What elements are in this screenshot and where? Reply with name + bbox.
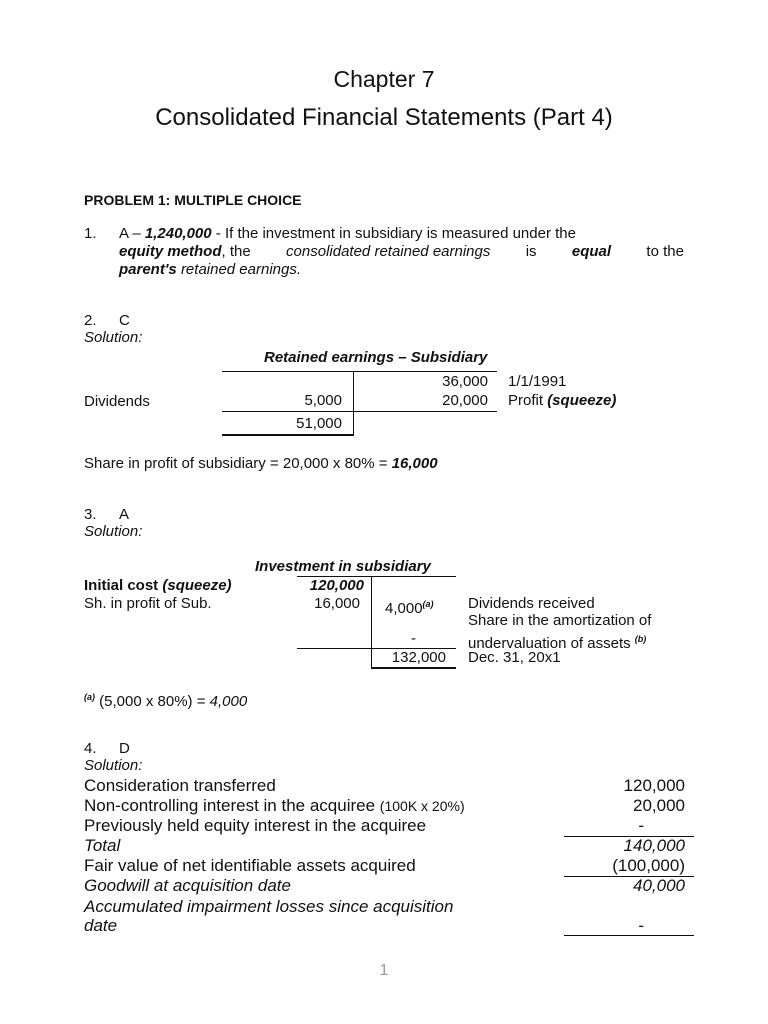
q3-footnote-result: 4,000 xyxy=(209,693,248,710)
q1-retained-earnings: retained earnings. xyxy=(180,261,302,278)
q4-row-7-label-cont: date xyxy=(84,916,118,935)
q2-credit-1: 36,000 xyxy=(442,373,488,390)
q3-number: 3. xyxy=(84,506,97,523)
q4-row-3-value: - xyxy=(638,816,644,835)
q3-credit-1-label: Dividends received xyxy=(468,595,595,612)
q4-row-7-label: Accumulated impairment losses since acquisition xyxy=(84,897,454,916)
q4-row-5-value: (100,000) xyxy=(612,856,685,875)
q4-row-4-label: Total xyxy=(84,836,121,855)
q3-t-account-title: Investment in subsidiary xyxy=(255,558,431,575)
q4-row-6-value: 40,000 xyxy=(633,876,685,895)
q4-answer: D xyxy=(119,740,130,757)
q3-solution-label: Solution: xyxy=(84,523,143,540)
q2-credit-2: 20,000 xyxy=(442,392,488,409)
q4-bottom-line xyxy=(564,935,694,936)
q2-debit-value: 5,000 xyxy=(304,392,342,409)
q1-comma-the: , the xyxy=(221,243,251,260)
q3-row-1-label xyxy=(84,577,232,595)
q1-line-2 xyxy=(119,243,684,261)
chapter-label: Chapter 7 xyxy=(333,66,435,92)
q1-text-1: - If the investment in subsidiary is measured under the xyxy=(215,225,576,242)
q3-footnote-text: (5,000 x 80%) = xyxy=(99,693,206,710)
q1-equity-method: equity method xyxy=(119,243,222,260)
q3-row-2-value: 16,000 xyxy=(314,595,360,612)
q2-credit-2-label xyxy=(508,392,616,410)
q4-number: 4. xyxy=(84,740,97,757)
q4-row-5-label: Fair value of net identifiable assets acquired xyxy=(84,856,416,875)
q1-is: is xyxy=(525,243,537,260)
q2-total-underline xyxy=(222,434,353,436)
q3-answer: A xyxy=(119,506,130,523)
q4-row-7-value: - xyxy=(638,916,644,935)
q4-row-2-note: (100K x 20%) xyxy=(379,798,465,814)
q3-row-1-value: 120,000 xyxy=(309,577,364,594)
q2-t-account-title: Retained earnings – Subsidiary xyxy=(264,349,488,366)
q4-row-2-label: Non-controlling interest in the acquiree (100K x 20%) xyxy=(84,796,465,815)
q2-credit-1-label: 1/1/1991 xyxy=(508,373,567,390)
q3-squeeze-note: (squeeze) xyxy=(162,577,232,594)
q1-parents: parent's xyxy=(119,261,177,278)
q4-row-4-value: 140,000 xyxy=(623,836,685,855)
q2-share-result: 16,000 xyxy=(391,455,438,472)
q1-dash: – xyxy=(132,225,141,242)
q3-credit-2-sup: (b) xyxy=(634,634,647,644)
q4-row-2-value: 20,000 xyxy=(633,796,685,815)
q4-solution-label: Solution: xyxy=(84,757,143,774)
q3-credit-1: 4,000$^{(a)}$ xyxy=(385,599,434,617)
q1-number: 1. xyxy=(84,225,97,242)
q1-line-1 xyxy=(119,225,684,243)
q1-answer-letter: A xyxy=(119,225,129,242)
q1-consolidated-re: consolidated retained earnings xyxy=(286,243,491,260)
q1-line-3 xyxy=(119,261,301,279)
q2-t-account-subtotal-line xyxy=(222,411,497,412)
q2-t-account-top-line xyxy=(222,371,497,372)
q2-share-line xyxy=(84,455,438,473)
q2-solution-label: Solution: xyxy=(84,329,143,346)
page-number: 1 xyxy=(379,962,389,979)
q2-squeeze-note: (squeeze) xyxy=(547,392,617,409)
q3-credit-1-sup: (a) xyxy=(422,599,434,609)
q2-total-value: 51,000 xyxy=(296,415,342,432)
q3-credit-2-label-1: Share in the amortization of xyxy=(468,612,652,629)
q3-row-2-label: Sh. in profit of Sub. xyxy=(84,595,212,612)
q1-amount: 1,240,000 xyxy=(144,225,212,242)
q3-balance: 132,000 xyxy=(391,649,446,666)
q1-equal: equal xyxy=(571,243,612,260)
q3-initial-cost: Initial cost xyxy=(84,577,159,594)
q2-dividends-label: Dividends xyxy=(84,393,150,410)
q2-profit-label: Profit xyxy=(508,392,544,409)
q4-row-3-label: Previously held equity interest in the acquiree xyxy=(84,816,427,835)
q4-row-1-value: 120,000 xyxy=(623,776,685,795)
q3-footnote xyxy=(84,688,247,711)
q2-t-account-divider xyxy=(353,371,354,436)
q1-to-the: to the xyxy=(646,243,684,260)
q4-row-1-label: Consideration transferred xyxy=(84,776,276,795)
q3-balance-underline xyxy=(371,667,456,669)
problem-heading: PROBLEM 1: MULTIPLE CHOICE xyxy=(84,192,302,208)
q2-number: 2. xyxy=(84,312,97,329)
q2-answer: C xyxy=(119,312,130,329)
q4-row-6-label: Goodwill at acquisition date xyxy=(84,876,291,895)
q3-credit-2: - xyxy=(411,630,416,647)
q2-share-text: Share in profit of subsidiary = 20,000 x 80% = xyxy=(84,455,388,472)
q3-footnote-sup: (a) xyxy=(84,692,95,702)
q3-balance-label: Dec. 31, 20x1 xyxy=(468,649,561,666)
page-title: Consolidated Financial Statements (Part 4) xyxy=(155,104,613,131)
q3-credit-2-label-2: undervaluation of assets $^{(b)}$ xyxy=(468,634,647,652)
